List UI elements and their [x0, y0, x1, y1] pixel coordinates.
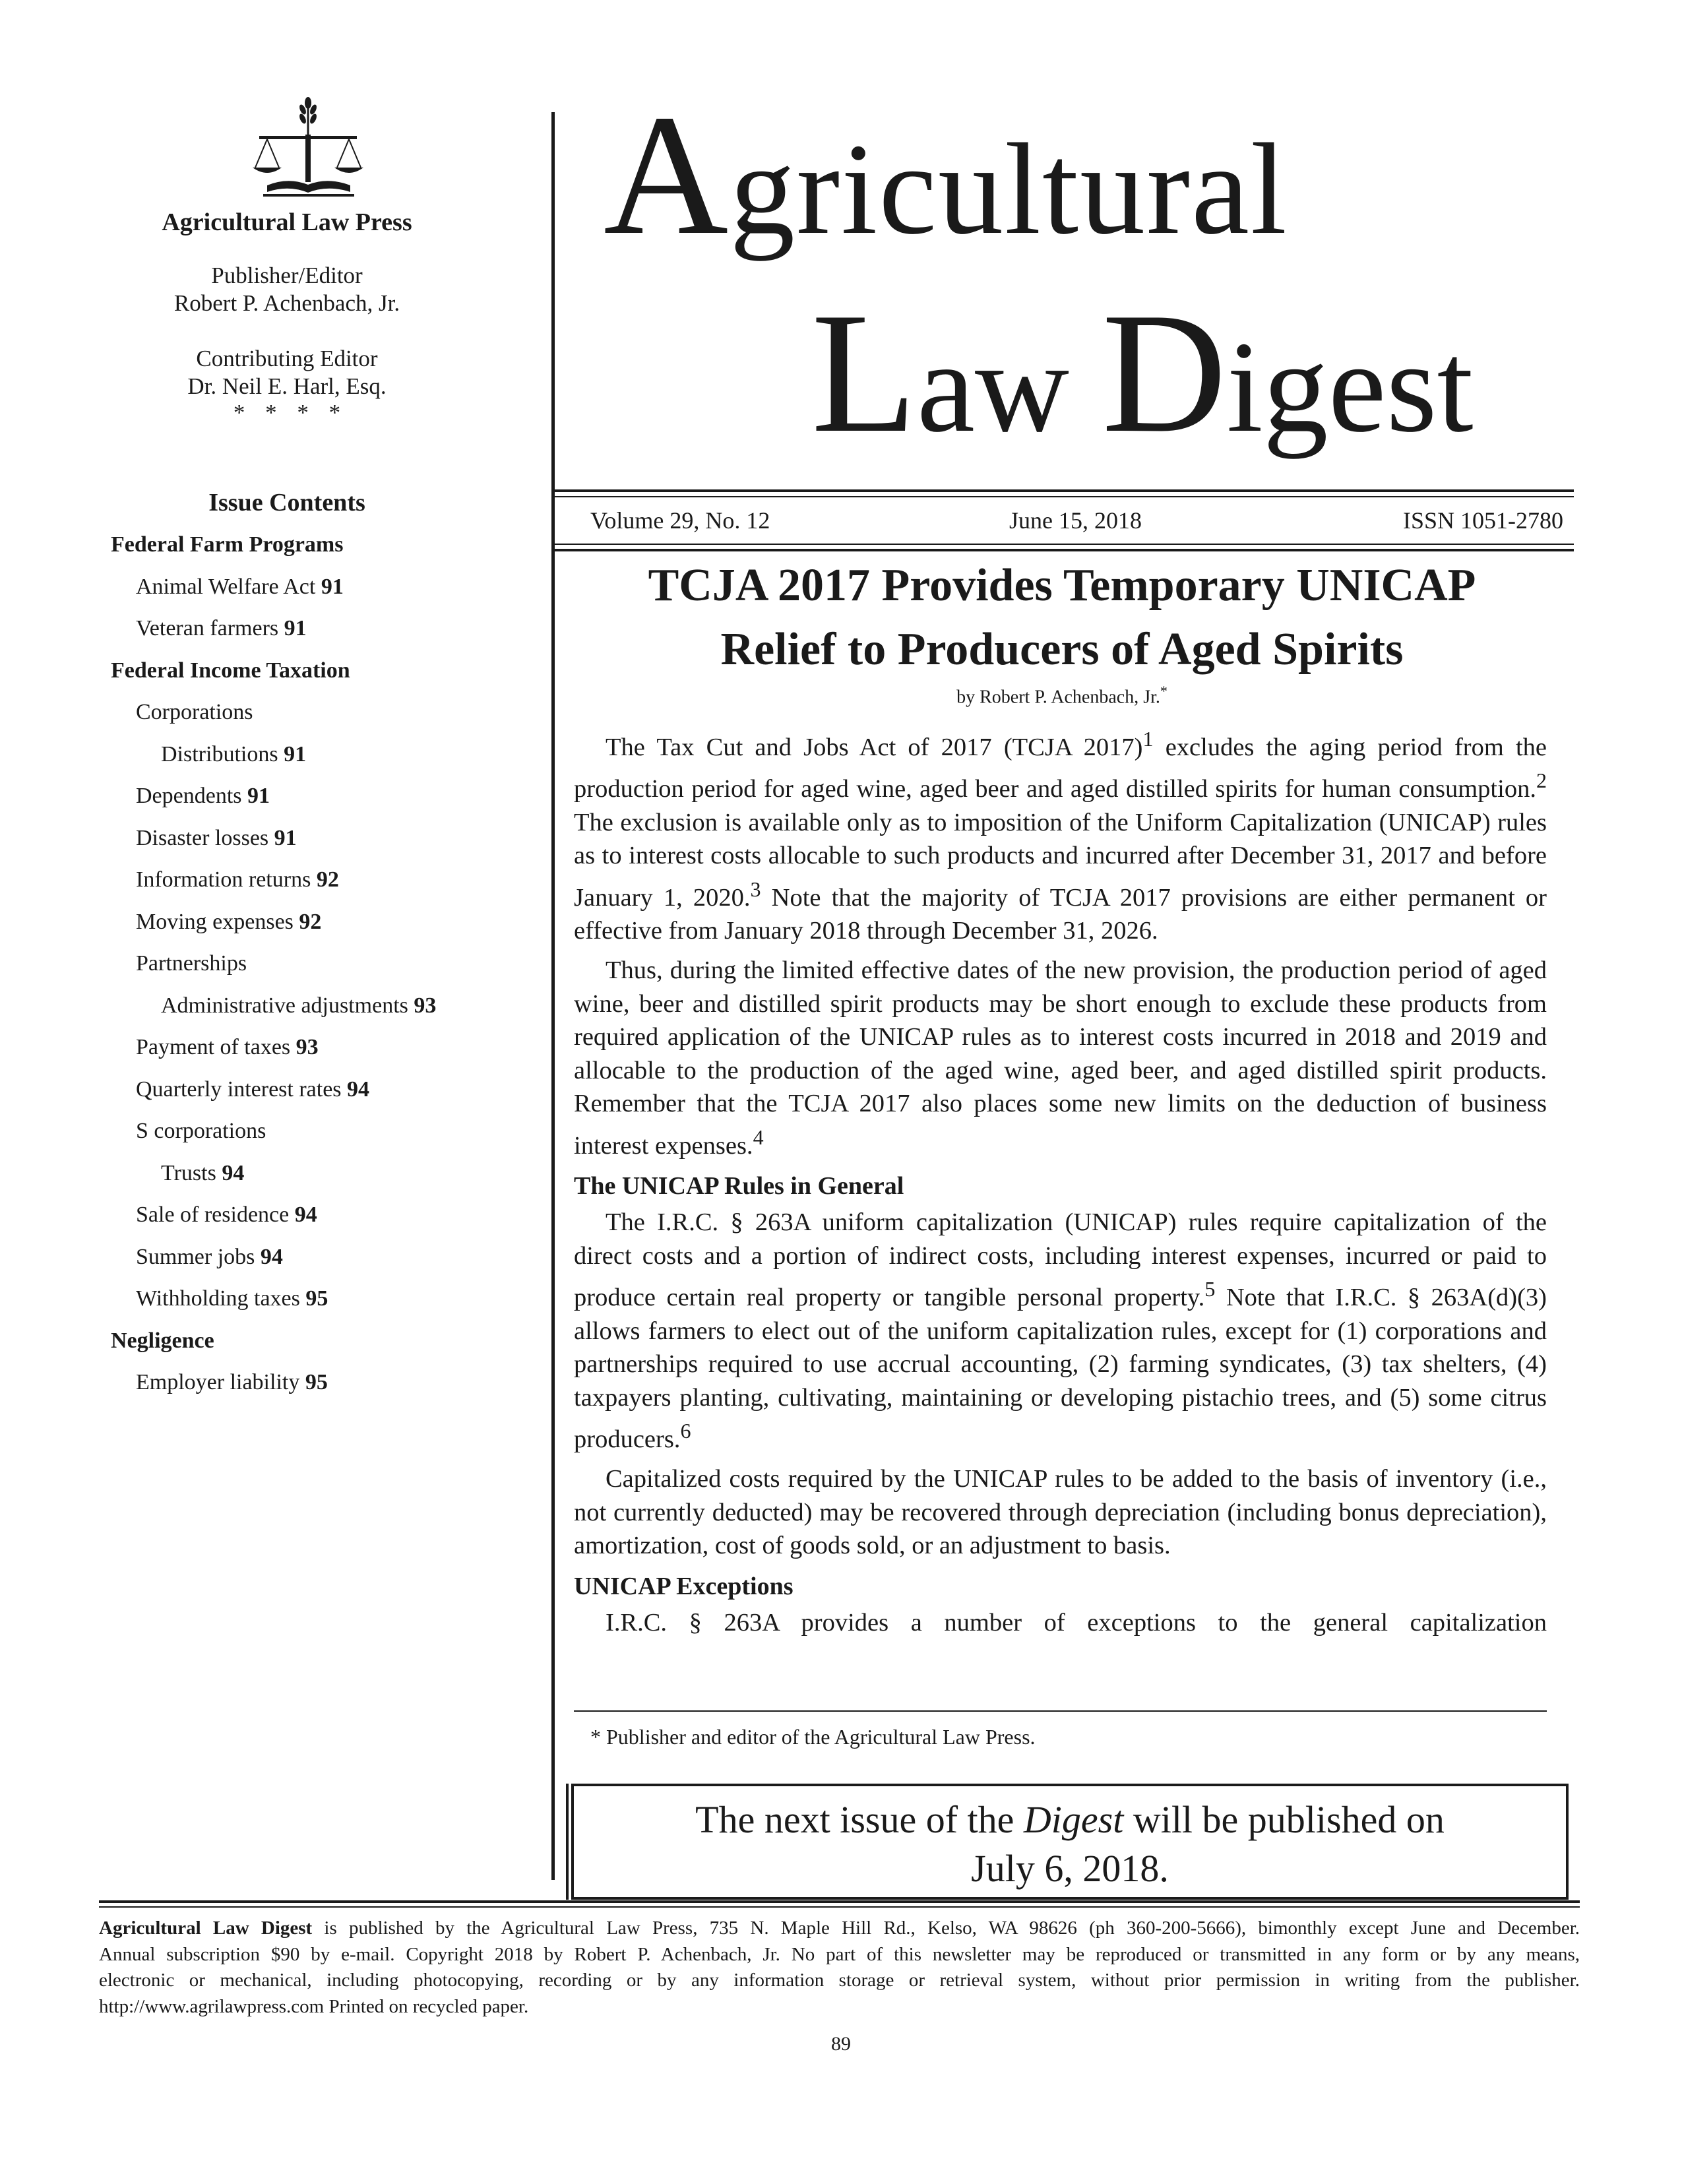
toc-item[interactable]: Partnerships — [136, 951, 247, 976]
toc-item[interactable]: Veteran farmers 91 — [136, 616, 307, 640]
column-divider — [551, 112, 555, 1880]
publisher-name: Robert P. Achenbach, Jr. — [173, 290, 400, 316]
toc-item[interactable]: Payment of taxes 93 — [136, 1035, 319, 1059]
paragraph: The I.R.C. § 263A uniform capitalization (UNICAP) rules require capitalization of the direct costs and a portion of indirect costs, including interest expenses, incurred or paid to produce certain real property or tangible personal property.$^5$ Note that I.R.C. § 263A(d)(3) allows farmers to elect out of the uniform capitalization rules, except for (1) corporations and partnerships required to use accrual accounting, (2) farming syndicates, (3) tax shelters, (4) taxpayers planting, cultivating, maintaining or developing pistachio trees, and (5) some citrus producers.$^6$ — [574, 1208, 1547, 1453]
section-heading: The UNICAP Rules in General — [574, 1172, 904, 1201]
paragraph: Thus, during the limited effective dates of the new provision, the production period of aged wine, beer and distilled spirit products may be short enough to exclude these products from required application of the UNICAP rules as to interest costs incurred in 2018 and 2019 and allocable to the production of the aged wine, aged beer, and aged distilled spirit products. Remember that the TCJA 2017 also places some new limits on the deduction of business interest expenses.$^4$ — [574, 956, 1547, 1160]
article-title-line2: Relief to Producers of Aged Spirits — [720, 624, 1404, 675]
toc-item[interactable]: Federal Farm Programs — [111, 532, 344, 557]
footnote-rule — [574, 1710, 1547, 1712]
notice-left-rule — [566, 1784, 569, 1900]
article-title-line1: TCJA 2017 Provides Temporary UNICAP — [648, 560, 1476, 611]
masthead-title-line1: Agricultural — [604, 79, 1288, 270]
article-body — [574, 722, 1547, 1639]
toc-item[interactable]: Information returns 92 — [136, 867, 339, 892]
rule — [555, 549, 1574, 551]
volume-number: Volume 29, No. 12 — [590, 507, 770, 534]
paragraph: The Tax Cut and Jobs Act of 2017 (TCJA 2017)$^1$ excludes the aging period from the production period for aged wine, aged beer and aged distilled spirits for human consumption.$^2$ The exclusion is available only as to imposition of the Uniform Capitalization (UNICAP) rules as to interest costs allocable to such products and incurred after December 31, 2017 and before January 1, 2020.$^3$ Note that the majority of TCJA 2017 provisions are either permanent or effective from January 2018 through December 31, 2026. — [574, 727, 1547, 945]
toc-item[interactable]: Quarterly interest rates 94 — [136, 1076, 370, 1102]
rule — [99, 1906, 1580, 1908]
toc-item[interactable]: Trusts 94 — [161, 1160, 245, 1185]
toc-item[interactable]: Employer liability 95 — [136, 1370, 328, 1394]
press-name: Agricultural Law Press — [162, 208, 412, 236]
paragraph: I.R.C. § 263A provides a number of exceptions to the general capitalization — [606, 1608, 1547, 1637]
toc-item[interactable]: S corporations — [136, 1119, 266, 1143]
footnote: * Publisher and editor of the Agricultural Law Press. — [590, 1725, 1036, 1749]
page-number: 89 — [831, 2033, 851, 2055]
toc-item[interactable]: Corporations — [136, 700, 253, 724]
contributing-editor-label: Contributing Editor — [196, 346, 378, 371]
publisher-label: Publisher/Editor — [211, 263, 363, 288]
rule — [99, 1900, 1580, 1903]
toc-item[interactable]: Negligence — [111, 1328, 214, 1353]
issn: ISSN 1051-2780 — [1402, 507, 1563, 534]
rule — [555, 496, 1574, 497]
toc-item[interactable]: Sale of residence 94 — [136, 1202, 317, 1227]
toc-item[interactable]: Animal Welfare Act 91 — [136, 574, 344, 599]
rule — [555, 544, 1574, 545]
toc-item[interactable]: Distributions 91 — [161, 741, 307, 766]
scales-of-justice-logo-icon — [247, 96, 369, 202]
toc-item[interactable]: Administrative adjustments 93 — [161, 993, 437, 1018]
separator-asterisks: * * * * — [233, 400, 341, 425]
paragraph: Capitalized costs required by the UNICAP rules to be added to the basis of inventory (i.e., not currently deducted) may be recovered through depreciation (including bonus depreciation), amortization, cost of goods sold, or an adjustment to basis. — [574, 1465, 1547, 1560]
toc-item[interactable]: Summer jobs 94 — [136, 1244, 283, 1269]
rule — [555, 489, 1574, 492]
issue-contents-list — [111, 532, 507, 1412]
next-issue-notice: The next issue of the Digest will be published on July 6, 2018. — [571, 1784, 1569, 1900]
masthead-title-line2: Law Digest — [811, 277, 1474, 468]
contributing-editor-name: Dr. Neil E. Harl, Esq. — [187, 373, 387, 399]
publication-footer: Agricultural Law Digest is published by the Agricultural Law Press, 735 N. Maple Hill Rd., Kelso, WA 98626 (ph 360-200-5666), bimonthly except June and December. Annual subscription $90 by e-mail. Copyright 2018 by Robert P. Achenbach, Jr. No part of this newsletter may be reproduced or transmitted in any form or by any means, electronic or mechanical, including photocopying, recording or by any information storage or retrieval system, without prior permission in writing from the publisher. http://www.agrilawpress.com Printed on recycled paper. — [99, 1918, 1580, 2017]
issue-date: June 15, 2018 — [1009, 507, 1142, 534]
section-heading: UNICAP Exceptions — [574, 1572, 794, 1600]
toc-item[interactable]: Dependents 91 — [136, 784, 270, 808]
toc-item[interactable]: Federal Income Taxation — [111, 658, 350, 683]
toc-heading: Issue Contents — [208, 489, 365, 516]
toc-item[interactable]: Disaster losses 91 — [136, 825, 297, 850]
article-byline: by Robert P. Achenbach, Jr.* — [956, 683, 1168, 708]
toc-item[interactable]: Moving expenses 92 — [136, 909, 322, 934]
toc-item[interactable]: Withholding taxes 95 — [136, 1286, 328, 1311]
